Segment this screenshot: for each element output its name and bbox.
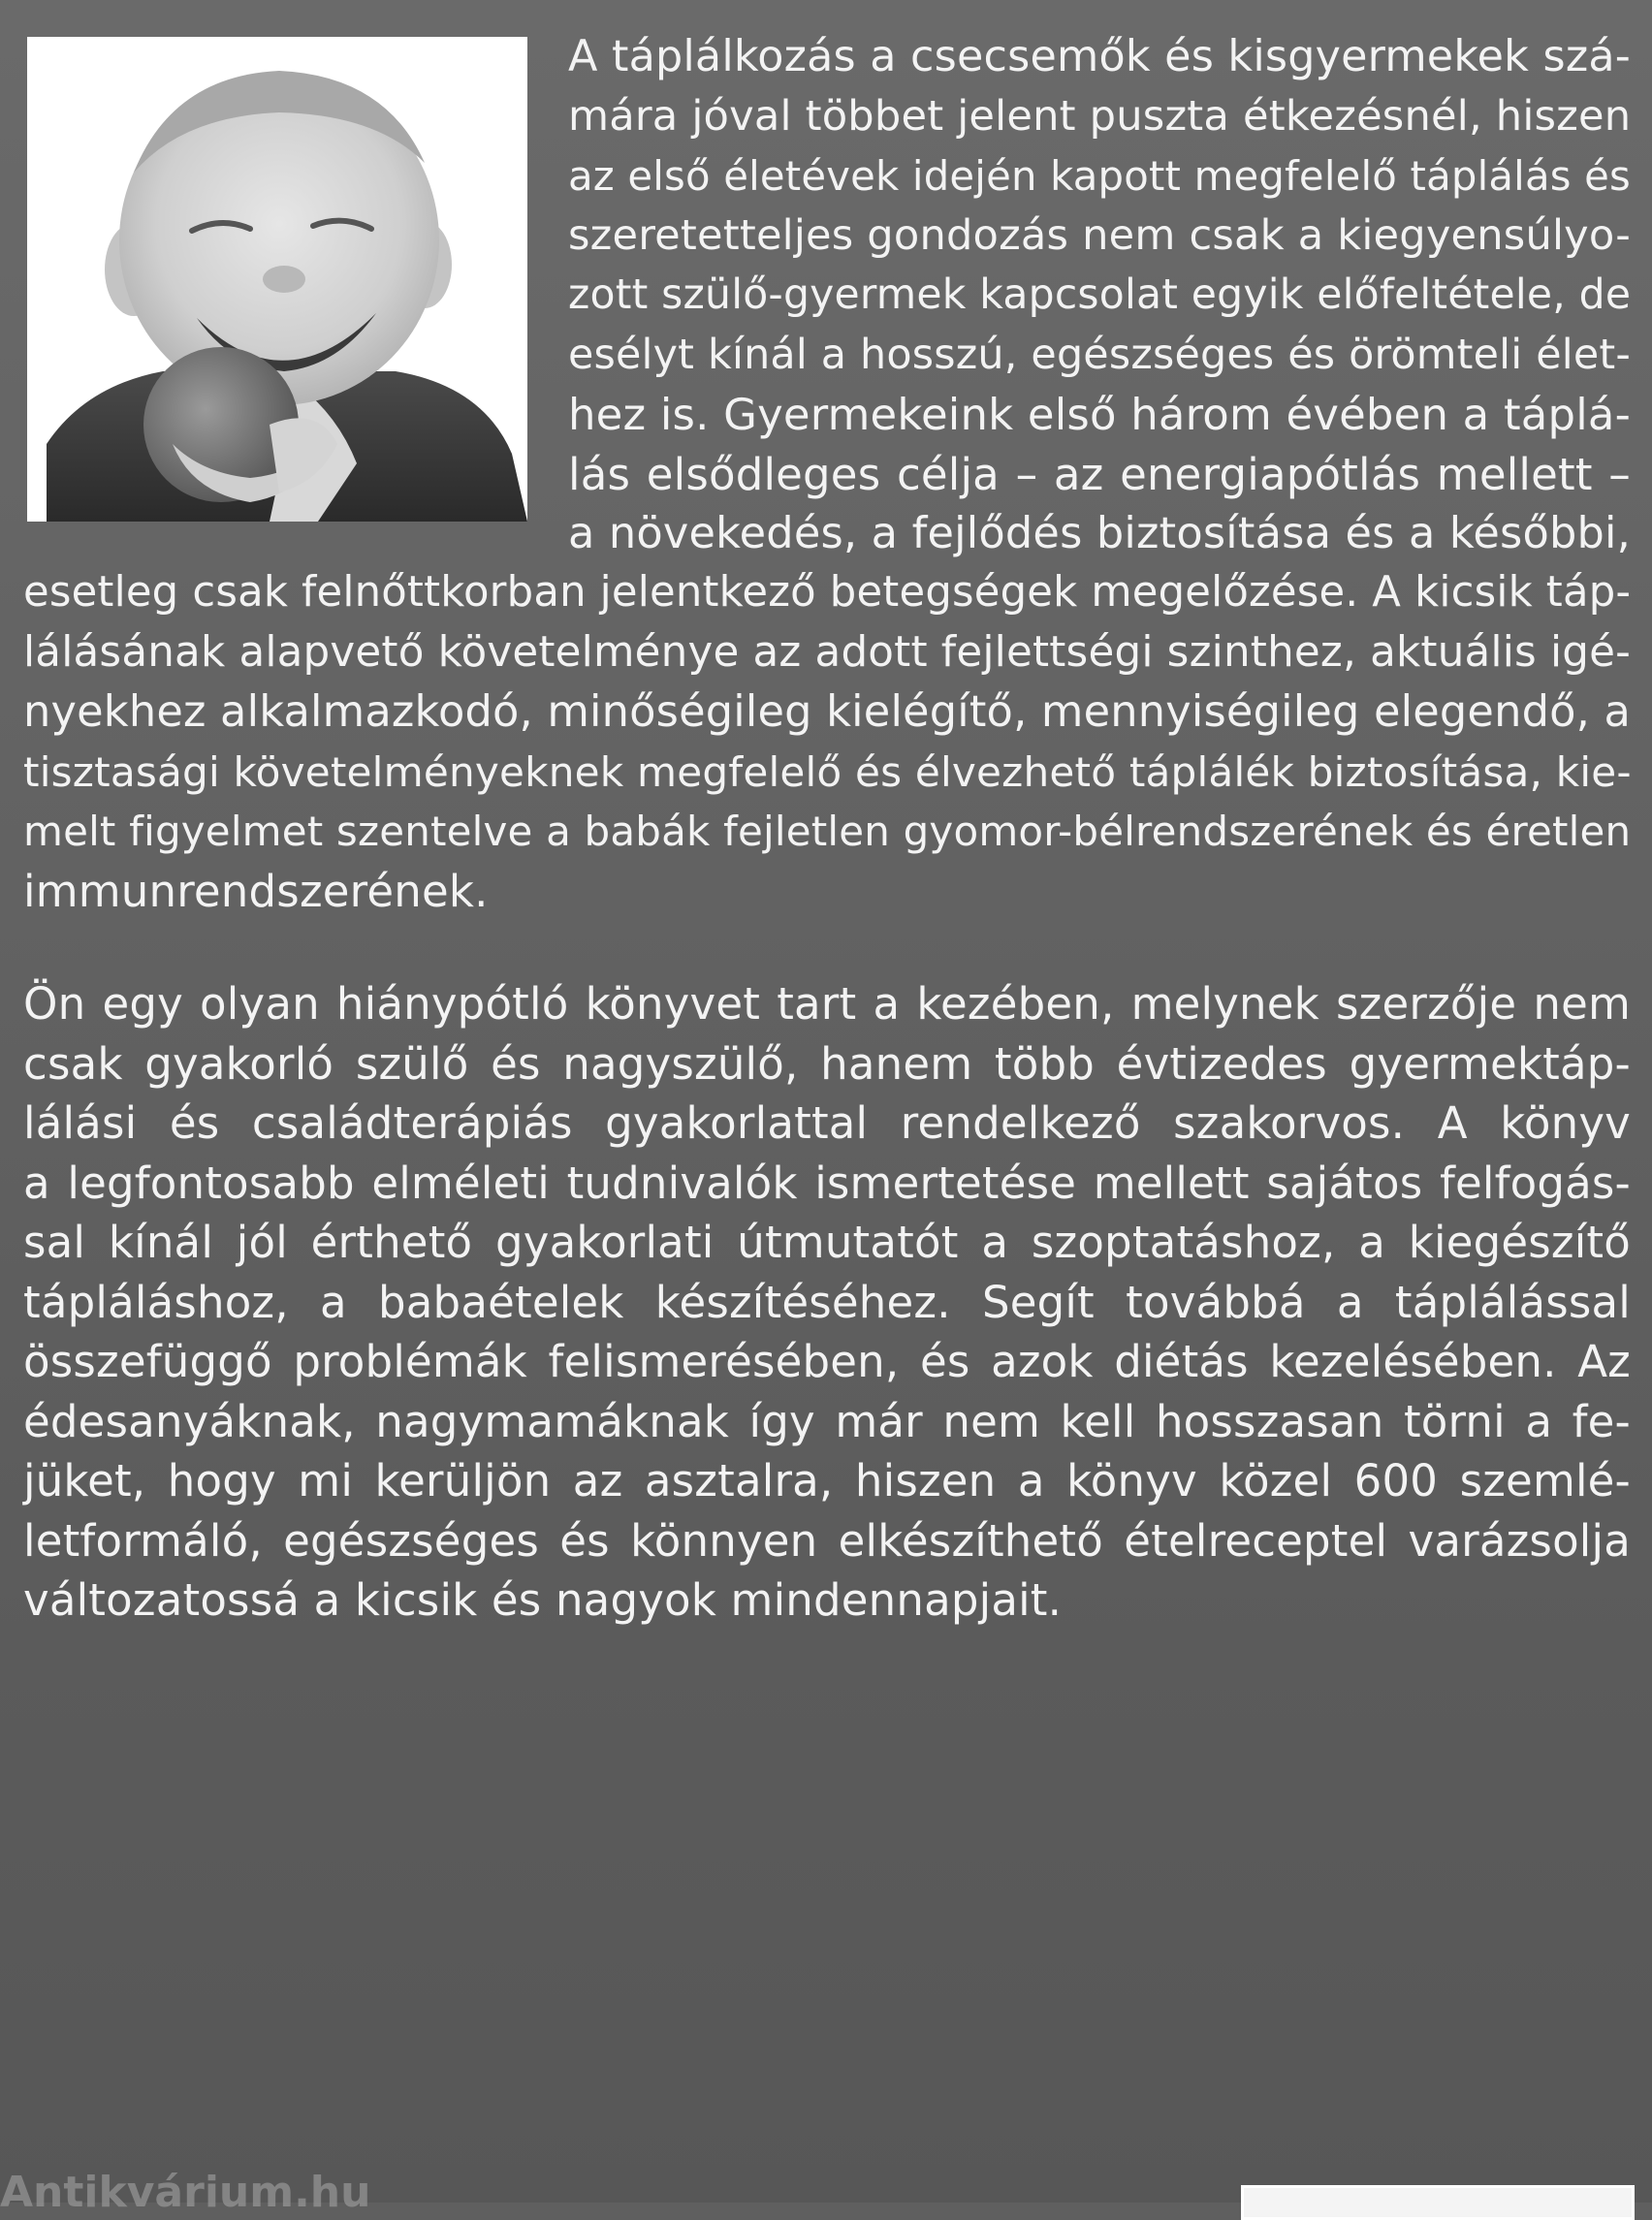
text-line: esélyt kínál a hosszú, egészséges és örömteli élet- [568, 330, 1631, 379]
text-line: szeretetteljes gondozás nem csak a kiegyensúlyo- [568, 210, 1632, 260]
text-line: immunrendszerének. [23, 865, 489, 917]
text-line: zott szülő-gyermek kapcsolat egyik előfeltétele, de [568, 271, 1632, 319]
text-line: a legfontosabb elméleti tudnivalók ismertetése mellett sajátos felfogás- [23, 1157, 1631, 1209]
intro-paragraph-full-width [23, 563, 1631, 921]
text-line: lás elsődleges célja – az energiapótlás mellett – [568, 448, 1631, 500]
intro-paragraph-wrapped [568, 27, 1631, 564]
text-line: sal kínál jól érthető gyakorlati útmutatót a szoptatáshoz, a kiegészítő [23, 1217, 1631, 1268]
baby-photo [27, 37, 527, 522]
book-description-paragraph [23, 974, 1631, 1631]
text-line: letformáló, egészséges és könnyen elkészíthető ételreceptel varázsolja [23, 1514, 1631, 1567]
text-line: tápláláshoz, a babaételek készítéséhez. Segít továbbá a táplálással [23, 1276, 1631, 1328]
text-line: A táplálkozás a csecsemők és kisgyermekek szá- [568, 32, 1631, 81]
text-line: hez is. Gyermekeink első három évében a táplá- [568, 389, 1631, 440]
text-line: változatossá a kicsik és nagyok mindennapjait. [23, 1574, 1063, 1626]
text-line: a növekedés, a fejlődés biztosítása és a későbbi, [568, 508, 1632, 558]
text-line: mára jóval többet jelent puszta étkezésnél, hiszen [568, 91, 1632, 141]
text-line: édesanyáknak, nagymamáknak így már nem kell hosszasan törni a fe- [23, 1395, 1631, 1447]
text-line: Ön egy olyan hiánypótló könyvet tart a kezében, melynek szerzője nem [23, 978, 1631, 1030]
text-line: csak gyakorló szülő és nagyszülő, hanem több évtizedes gyermektáp- [23, 1037, 1631, 1090]
baby-photo-icon [27, 37, 527, 522]
barcode-area [1241, 2185, 1635, 2220]
text-line: lálási és családterápiás gyakorlattal rendelkező szakorvos. A könyv [23, 1097, 1631, 1149]
text-line: nyekhez alkalmazkodó, minőségileg kielégítő, mennyiségileg elegendő, a [23, 686, 1631, 737]
text-line: melt figyelmet szentelve a babák fejletlen gyomor-bélrendszerének és éretlen [23, 808, 1632, 855]
text-line: összefüggő problémák felismerésében, és azok diétás kezelésében. Az [23, 1336, 1631, 1387]
text-line: az első életévek idején kapott megfelelő táplálás és [568, 152, 1632, 200]
text-line: jüket, hogy mi kerüljön az asztalra, hiszen a könyv közel 600 szemlé- [23, 1455, 1631, 1506]
text-line: tisztasági követelményeknek megfelelő és élvezhető táplálék biztosítása, kie- [23, 747, 1632, 796]
text-line: esetleg csak felnőttkorban jelentkező betegségek megelőzése. A kicsik táp- [23, 568, 1632, 617]
text-line: lálásának alapvető követelménye az adott fejlettségi szinthez, aktuális igé- [23, 627, 1632, 677]
watermark: Antikvárium.hu [0, 2168, 371, 2217]
